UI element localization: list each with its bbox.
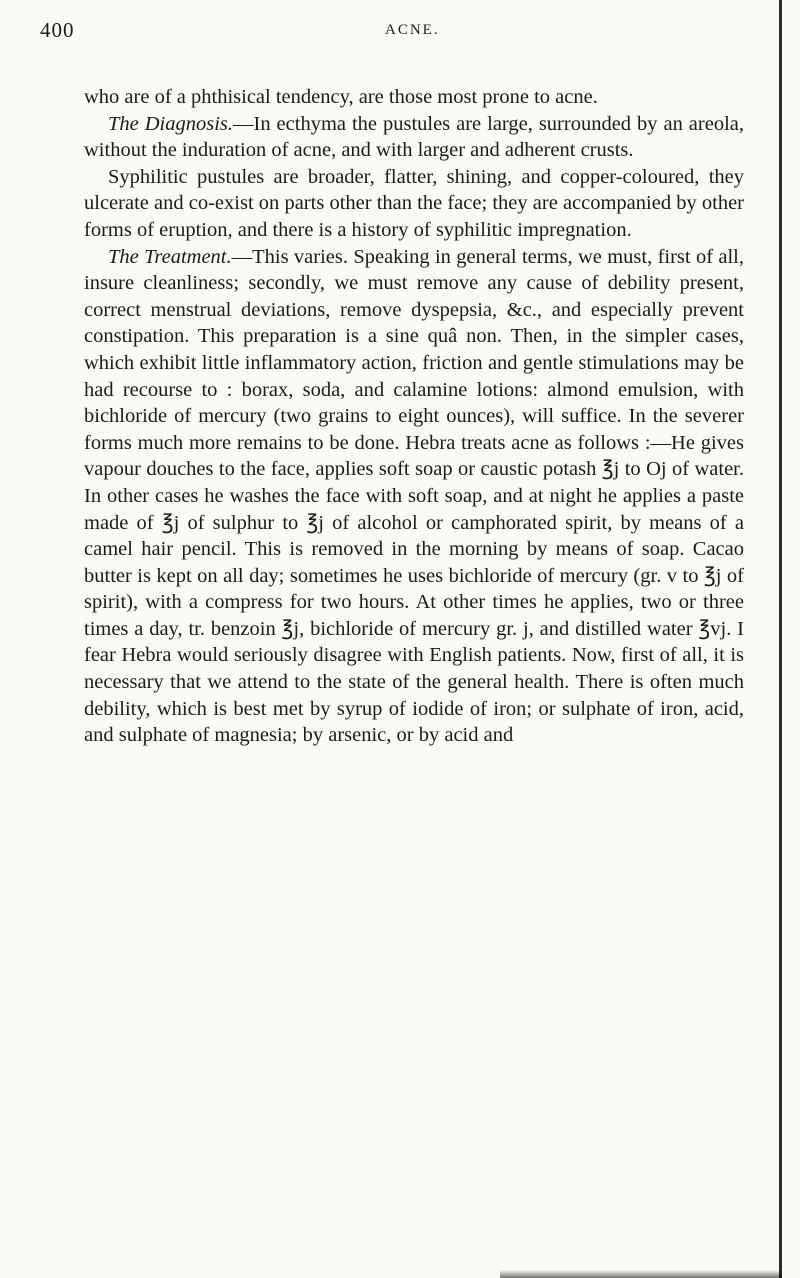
treatment-text: —This varies. Speaking in general terms, we must, first of all, insure cleanliness; secondly, we must remove any cause of debility present, correct menstrual deviations, remove dyspepsia, &c., and especially prevent constipation. This preparation is a sine quâ non. Then, in the simpler cases, which exhibit little inflammatory action, friction and gentle stimulations may be had recourse to : borax, soda, and calamine lotions: almond emulsion, with bichloride of mercury (two grains to eight ounces), will suffice. In the severer forms much more remains to be done. Hebra treats acne as follows :—He gives vapour douches to the face, applies soft soap or caustic potash ℥j to Oj of water. In other cases he washes the face with soft soap, and at night he applies a paste made of ℥j of sulphur to ℥j of alcohol or camphorated spirit, by means of a camel hair pencil. This is removed in the morning by means of soap. Cacao butter is kept on all day; sometimes he uses bichloride of mercury (gr. v to ℥j of spirit), with a compress for two hours. At other times he applies, two or three times a day, tr. benzoin ℥j, bichloride of mercury gr. j, and distilled water ℥vj. I fear Hebra would seriously disagree with English patients. Now, first of all, it is necessary that we attend to the state of the general health. There is often much debility, which is best met by syrup of iodide of iron; or sulphate of iron, acid, and sulphate of magnesia; by arsenic, or by acid and	[84, 245, 744, 747]
treatment-heading: The Treatment.	[108, 245, 232, 268]
diagnosis-text: —In ecthyma the pustules are large, surrounded by an areola, without the induration of acne, and with larger and adherent crusts.	[84, 112, 744, 162]
page-number: 400	[40, 18, 75, 42]
paragraph-diagnosis	[84, 111, 744, 164]
page-edge-rule	[779, 0, 782, 1278]
paragraph-syphilitic: Syphilitic pustules are broader, flatter, shining, and copper-coloured, they ulcerate and co-exist on parts other than the face; they are accompanied by other forms of eruption, and there is a history of syphilitic impregnation.	[84, 165, 744, 241]
paragraph-continuation: who are of a phthisical tendency, are those most prone to acne.	[84, 86, 598, 108]
header-title: ACNE.	[385, 22, 440, 38]
paragraph-treatment	[84, 244, 744, 749]
diagnosis-heading: The Diagnosis.	[108, 112, 233, 135]
body-text	[84, 84, 744, 749]
page-bottom-shadow	[500, 1270, 782, 1278]
running-head	[40, 18, 760, 48]
